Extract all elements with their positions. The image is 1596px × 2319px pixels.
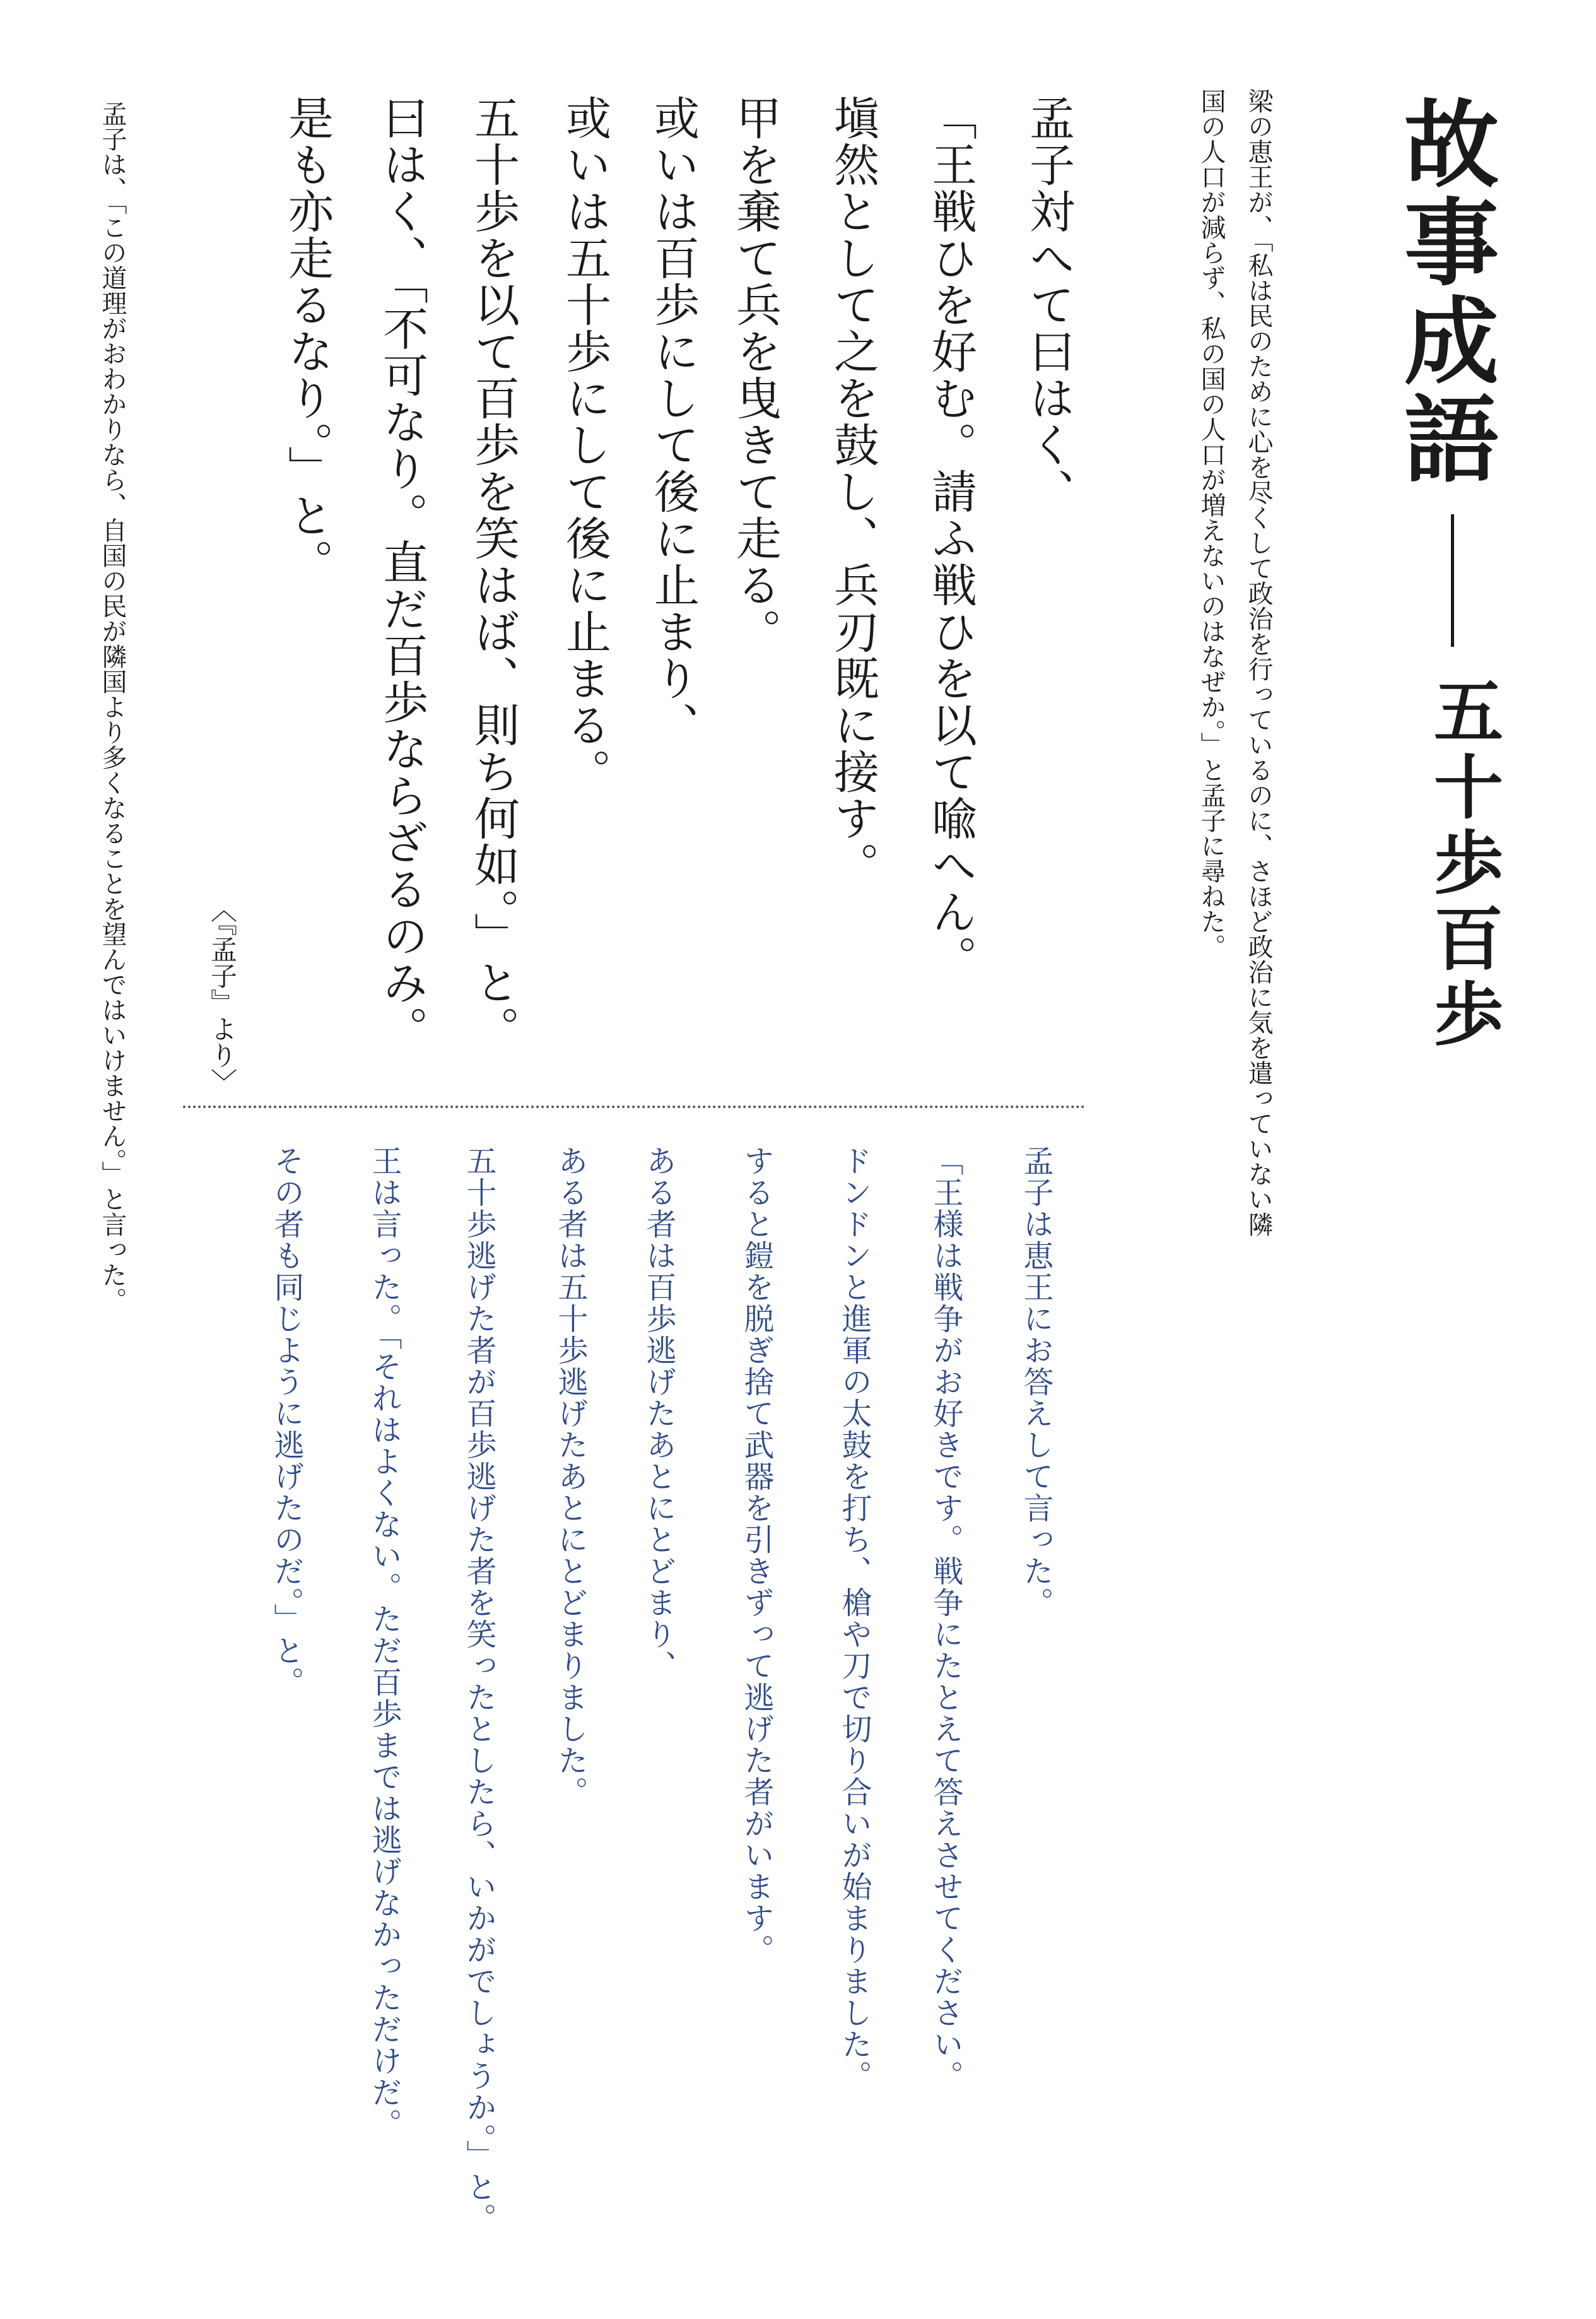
title-dash — [1451, 514, 1454, 647]
page-title: 故事成語 — [1388, 95, 1499, 488]
classical-line-7: 五十歩を以て百歩を笑はば、則ち何如。」と。 — [467, 95, 520, 1053]
translation-line-7: 五十歩逃げた者が百歩逃げた者を笑ったとしたら、いかがでしょうか。」と。 — [461, 1145, 496, 2234]
translation-line-5: ある者は百歩逃げたあとにとどまり、 — [641, 1145, 676, 1682]
translation-line-4: すると鎧を脱ぎ捨て武器を引きずって逃げた者がいます。 — [739, 1145, 774, 1966]
translation-line-2: 「王様は戦争がお好きです。戦争にたとえて答えさせてください。 — [928, 1145, 963, 2092]
translation-line-6: ある者は五十歩逃げたあとにとどまりました。 — [553, 1145, 588, 1808]
translation-line-8: 王は言った。「それはよくない。ただ百歩までは逃げなかっただけだ。 — [367, 1145, 402, 2140]
classical-line-8: 曰はく、「不可なり。直だ百歩ならざるのみ。 — [375, 95, 428, 1053]
classical-line-1: 孟子対へて曰はく、 — [1022, 95, 1075, 515]
classical-line-5: 或いは百歩にして後に止まり、 — [647, 95, 700, 748]
page-subtitle: 五十歩百歩 — [1423, 675, 1504, 1054]
translation-line-3: ドンドンと進軍の太鼓を打ち、槍や刀で切り合いが始まりました。 — [836, 1145, 872, 2092]
classical-line-6: 或いは五十歩にして後に止まる。 — [558, 95, 611, 795]
intro-line-2: 国の人口が減らず、私の国の人口が増えないのはなぜか。」と孟子に尋ねた。 — [1197, 88, 1226, 959]
classical-line-9: 是も亦走るなり。」と。 — [281, 95, 334, 586]
moral-text: 孟子は、「この道理がおわかりなら、自国の民が隣国より多くなることを望んではいけません。」と言った。 — [98, 101, 127, 1313]
translation-line-1: 孟子は恵王にお答えして言った。 — [1018, 1145, 1053, 1619]
intro-line-1: 梁の恵王が、「私は民のために心を尽くして政治を行っているのに、さほど政治に気を遣っていない隣 — [1244, 88, 1273, 1237]
section-divider — [183, 1106, 1085, 1108]
translation-line-9: その者も同じように逃げたのだ。」と。 — [269, 1145, 304, 1698]
source-citation: 〈『孟子』より〉 — [207, 896, 238, 1095]
classical-line-3: 塡然として之を鼓し、兵刃既に接す。 — [826, 95, 879, 888]
classical-line-2: 「王戦ひを好む。請ふ戦ひを以て喩へん。 — [924, 95, 977, 982]
classical-line-4: 甲を棄て兵を曳きて走る。 — [729, 95, 782, 655]
